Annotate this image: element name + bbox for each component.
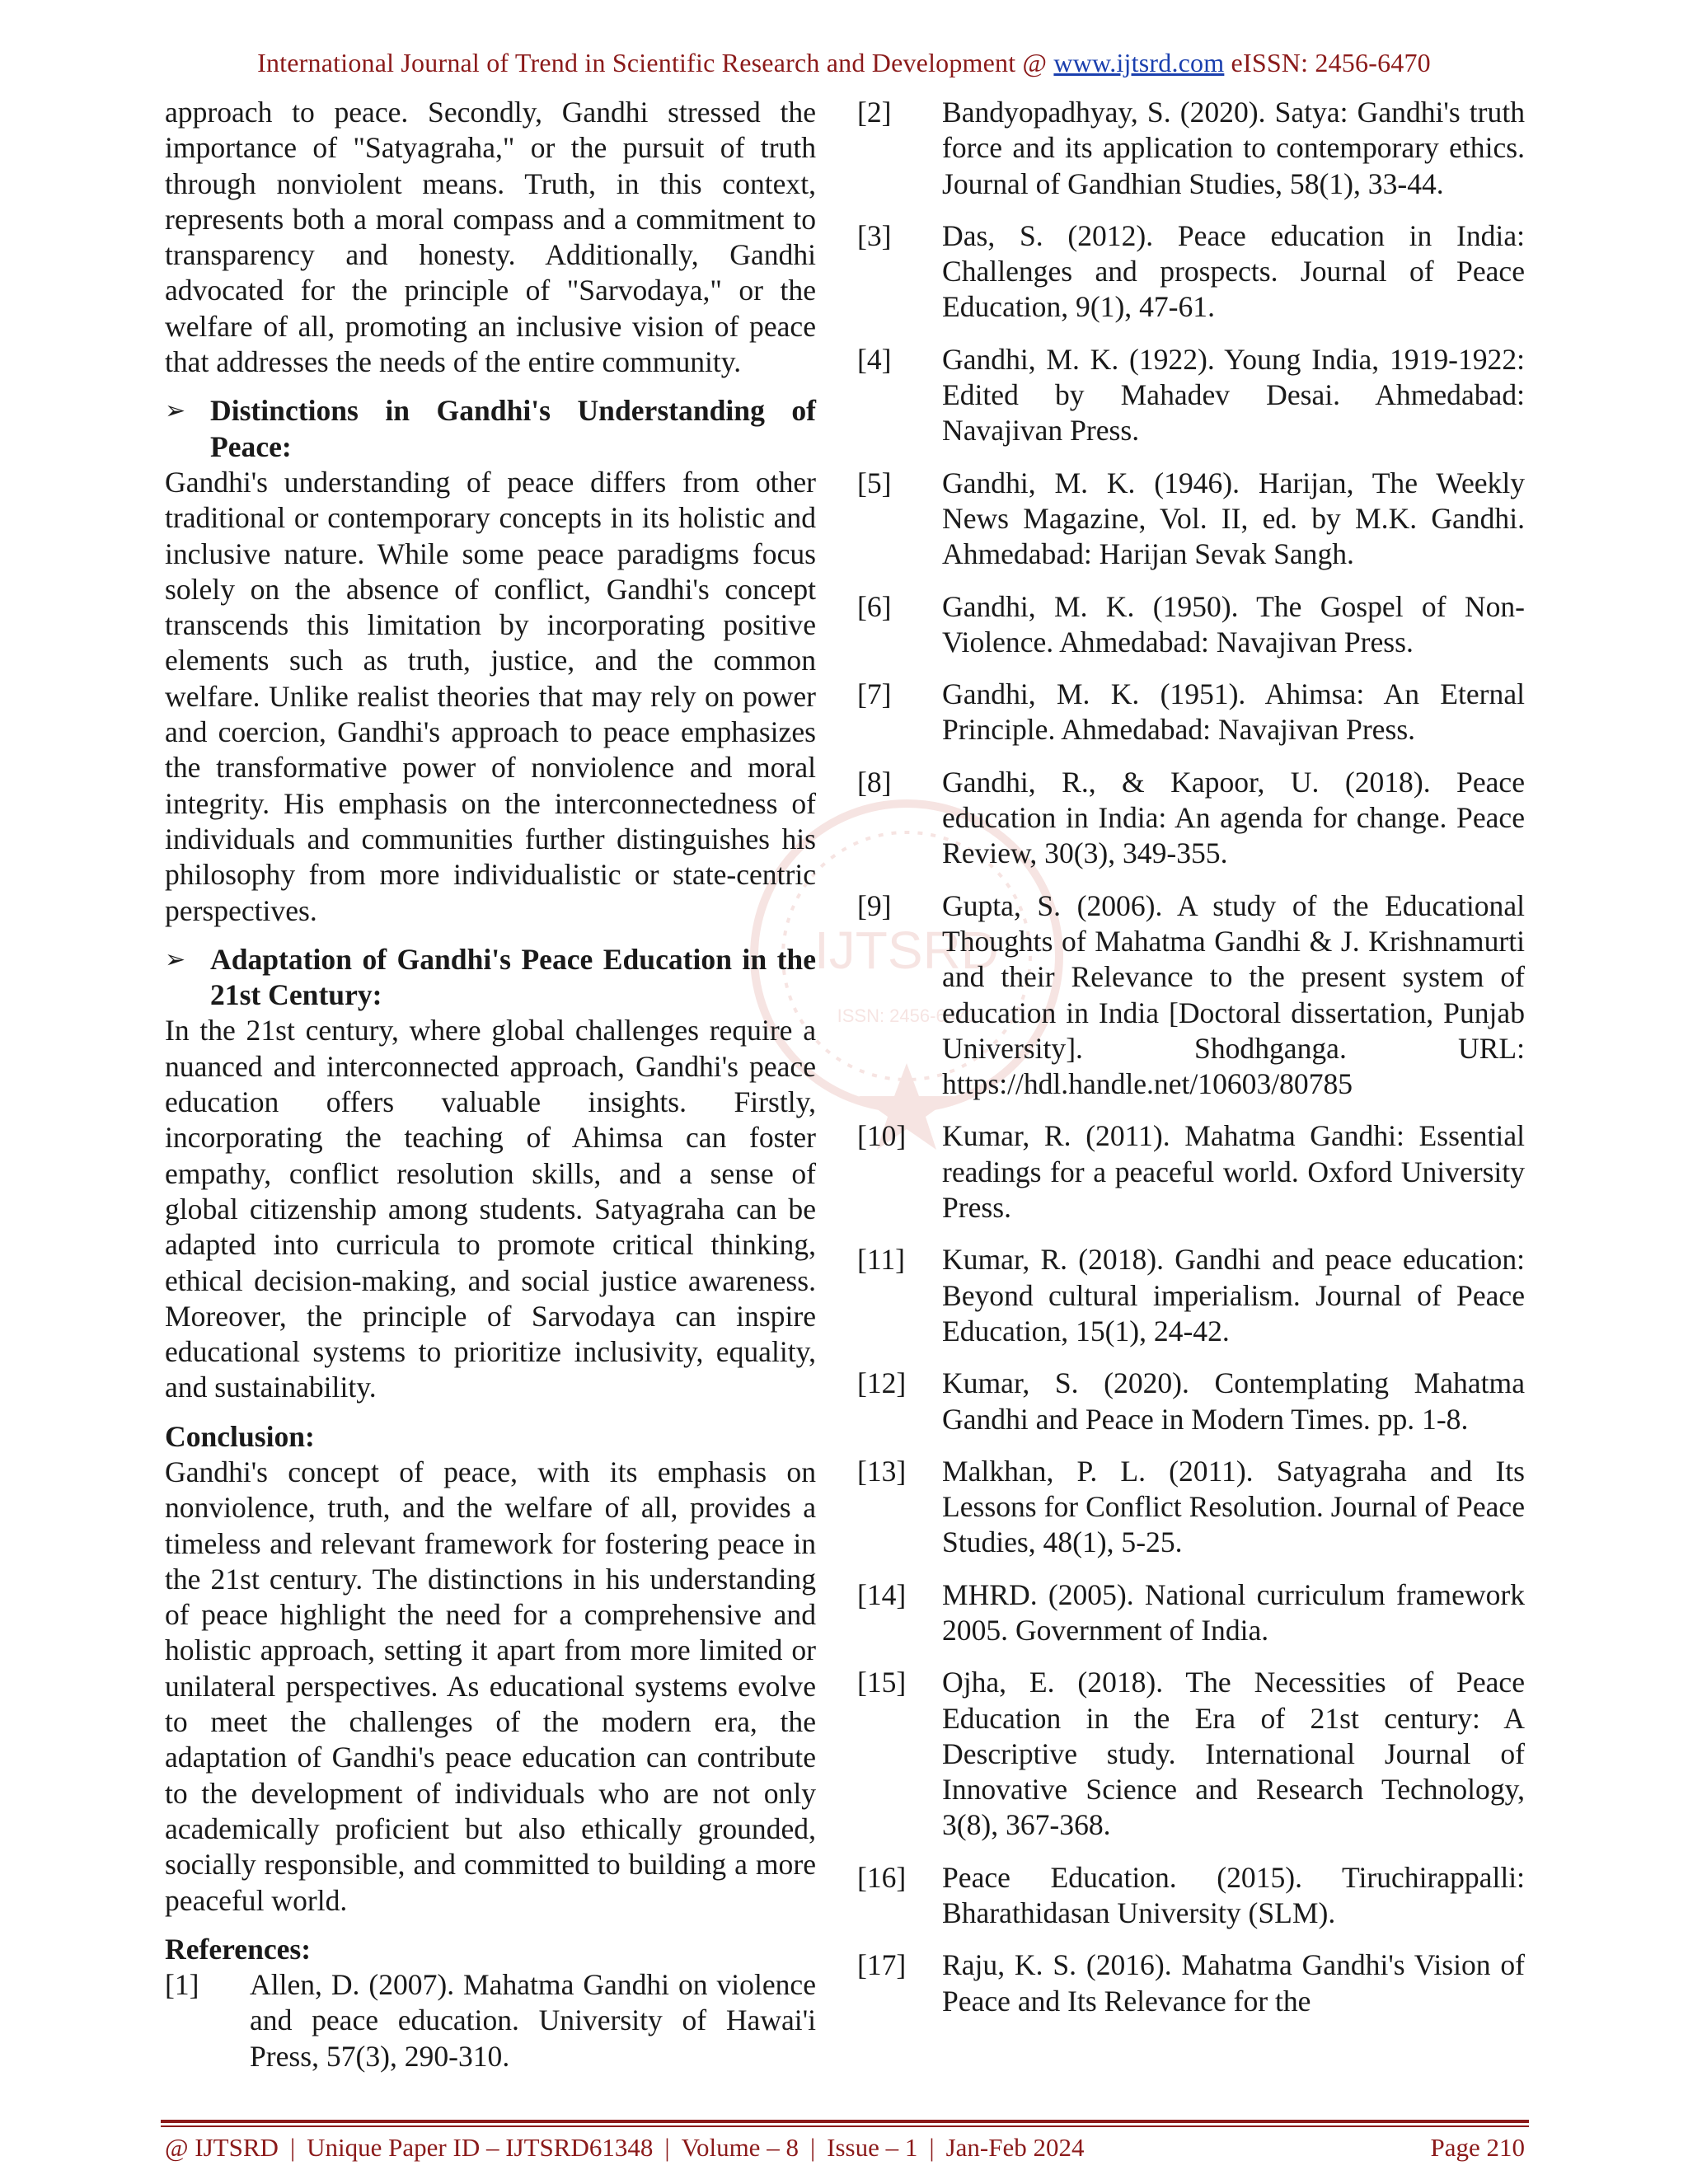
- reference-number: [4]: [857, 342, 892, 376]
- reference-text: Ojha, E. (2018). The Necessities of Peace Education in the Era of 21st century: A Descriptive study. International Journal of Innovative Science and Research Technology, 3(8), 367-368.: [942, 1666, 1525, 1842]
- adaptation-paragraph: In the 21st century, where global challenges require a nuanced and interconnected approach, Gandhi's peace education offers valuable insights. Firstly, incorporating the teaching of Ahimsa can foster empathy, conflict resolution skills, and a sense of global citizenship among students. Satyagraha can be adapted into curricula to promote critical thinking, ethical decision-making, and social justice awareness. Moreover, the principle of Sarvodaya can inspire educational systems to prioritize inclusivity, equality, and sustainability.: [165, 1014, 816, 1404]
- footer-journal: @ IJTSRD: [165, 2133, 279, 2162]
- reference-item: [857, 888, 1525, 1103]
- reference-number: [1]: [165, 1968, 199, 2002]
- reference-item: [857, 95, 1525, 202]
- left-column: [165, 95, 816, 2091]
- footer-separator: |: [289, 2133, 296, 2162]
- reference-text: Raju, K. S. (2016). Mahatma Gandhi's Vision of Peace and Its Relevance for the: [942, 1948, 1525, 2018]
- reference-text: Gandhi, M. K. (1922). Young India, 1919-1922: Edited by Mahadev Desai. Ahmedabad: Navajivan Press.: [942, 342, 1525, 448]
- reference-number: [5]: [857, 466, 892, 499]
- reference-item: [857, 466, 1525, 573]
- reference-number: [14]: [857, 1577, 907, 1611]
- reference-text: Kumar, R. (2018). Gandhi and peace education: Beyond cultural imperialism. Journal of Peace Education, 15(1), 24-42.: [942, 1243, 1525, 1347]
- reference-number: [10]: [857, 1119, 907, 1153]
- reference-number: [2]: [857, 96, 892, 129]
- arrow-bullet-icon: ➢: [165, 945, 186, 973]
- running-footer: [165, 2133, 1525, 2163]
- section-heading-adaptation: [165, 942, 816, 1014]
- reference-text: MHRD. (2005). National curriculum framework 2005. Government of India.: [942, 1577, 1525, 1647]
- reference-number: [8]: [857, 765, 892, 799]
- heading-text: Adaptation of Gandhi's Peace Education in the 21st Century:: [210, 942, 816, 1012]
- reference-number: [3]: [857, 218, 892, 252]
- footer-paper-id: Unique Paper ID – IJTSRD61348: [307, 2133, 654, 2162]
- footer-left: [165, 2133, 1085, 2163]
- footer-date: Jan-Feb 2024: [945, 2133, 1085, 2162]
- header-suffix: eISSN: 2456-6470: [1224, 48, 1431, 77]
- right-column: [857, 95, 1525, 2036]
- reference-text: Gupta, S. (2006). A study of the Educational Thoughts of Mahatma Gandhi & J. Krishnamurti and their Relevance to the present system of education in India [Doctoral dissertation, Punjab University]. Shodhganga. URL: https://hdl.handle.net/10603/80785: [942, 888, 1525, 1101]
- reference-text: Peace Education. (2015). Tiruchirappalli: Bharathidasan University (SLM).: [942, 1860, 1525, 1930]
- intro-paragraph: approach to peace. Secondly, Gandhi stressed the importance of "Satyagraha," or the pursuit of truth through nonviolent means. Truth, in this context, represents both a moral compass and a commitment to transparency and honesty. Additionally, Gandhi advocated for the principle of "Sarvodaya," or the welfare of all, promoting an inclusive vision of peace that addresses the needs of the entire community.: [165, 96, 816, 379]
- reference-item: [165, 1967, 816, 2074]
- footer-issue: Issue – 1: [827, 2133, 918, 2162]
- arrow-bullet-icon: ➢: [165, 397, 186, 425]
- reference-item: [857, 1947, 1525, 2019]
- section-heading-distinctions: [165, 393, 816, 465]
- header-prefix: International Journal of Trend in Scientific Research and Development @: [257, 48, 1054, 77]
- reference-item: [857, 765, 1525, 872]
- footer-volume: Volume – 8: [681, 2133, 799, 2162]
- reference-number: [13]: [857, 1454, 907, 1488]
- journal-link[interactable]: www.ijtsrd.com: [1053, 48, 1225, 77]
- conclusion-title: Conclusion:: [165, 1419, 315, 1453]
- reference-item: [857, 1366, 1525, 1437]
- references-title: References:: [165, 1932, 312, 1966]
- reference-text: Bandyopadhyay, S. (2020). Satya: Gandhi's truth force and its application to contemporary ethics. Journal of Gandhian Studies, 58(1), 33-44.: [942, 96, 1525, 200]
- heading-text: Distinctions in Gandhi's Understanding of Peace:: [210, 394, 816, 463]
- reference-text: Kumar, S. (2020). Contemplating Mahatma Gandhi and Peace in Modern Times. pp. 1-8.: [942, 1366, 1525, 1436]
- distinctions-paragraph: Gandhi's understanding of peace differs from other traditional or contemporary concepts in its holistic and inclusive nature. While some peace paradigms focus solely on the absence of conflict, Gandhi's concept transcends this limitation by incorporating positive elements such as truth, justice, and the common welfare. Unlike realist theories that may rely on power and coercion, Gandhi's approach to peace emphasizes the transformative power of nonviolence and moral integrity. His emphasis on the interconnectedness of individuals and communities further distinguishes his philosophy from more individualistic or state-centric perspectives.: [165, 465, 816, 927]
- reference-text: Gandhi, M. K. (1946). Harijan, The Weekly News Magazine, Vol. II, ed. by M.K. Gandhi. Ahmedabad: Harijan Sevak Sangh.: [942, 466, 1525, 571]
- watermark-center-text: IJTSRD: [814, 921, 999, 980]
- reference-item: [857, 1242, 1525, 1349]
- footer-separator: |: [929, 2133, 935, 2162]
- reference-number: [15]: [857, 1666, 907, 1699]
- reference-text: Malkhan, P. L. (2011). Satyagraha and Its Lessons for Conflict Resolution. Journal of Peace Studies, 48(1), 5-25.: [942, 1454, 1525, 1559]
- footer-divider-thin: [161, 2125, 1529, 2127]
- reference-item: [857, 218, 1525, 326]
- watermark-issn-text: ISSN: 2456-6470: [837, 1005, 977, 1026]
- reference-number: [16]: [857, 1860, 907, 1894]
- reference-text: Allen, D. (2007). Mahatma Gandhi on violence and peace education. University of Hawai'i Press, 57(3), 290-310.: [250, 1968, 816, 2073]
- reference-text: Kumar, R. (2011). Mahatma Gandhi: Essential readings for a peaceful world. Oxford University Press.: [942, 1119, 1525, 1225]
- reference-number: [11]: [857, 1243, 905, 1277]
- reference-number: [17]: [857, 1948, 907, 1982]
- reference-item: [857, 677, 1525, 748]
- reference-text: Gandhi, M. K. (1950). The Gospel of Non-Violence. Ahmedabad: Navajivan Press.: [942, 589, 1525, 658]
- reference-item: [857, 1665, 1525, 1843]
- reference-number: [6]: [857, 589, 892, 623]
- reference-item: [857, 342, 1525, 449]
- reference-text: Gandhi, M. K. (1951). Ahimsa: An Eternal Principle. Ahmedabad: Navajivan Press.: [942, 677, 1525, 747]
- reference-number: [12]: [857, 1366, 907, 1400]
- reference-text: Das, S. (2012). Peace education in India: Challenges and prospects. Journal of Peace Education, 9(1), 47-61.: [942, 218, 1525, 324]
- footer-separator: |: [664, 2133, 670, 2162]
- reference-number: [7]: [857, 677, 892, 711]
- footer-divider: [161, 2120, 1529, 2123]
- conclusion-paragraph: Gandhi's concept of peace, with its emphasis on nonviolence, truth, and the welfare of all, provides a timeless and relevant framework for fostering peace in the 21st century. The distinctions in his understanding of peace highlight the need for a comprehensive and holistic approach, setting it apart from more limited or unilateral perspectives. As educational systems evolve to meet the challenges of the modern era, the adaptation of Gandhi's peace education can contribute to the development of individuals who are not only academically proficient but also ethically grounded, socially responsible, and committed to building a more peaceful world.: [165, 1455, 816, 1917]
- reference-item: [857, 589, 1525, 661]
- running-header: [0, 48, 1688, 78]
- reference-text: Gandhi, R., & Kapoor, U. (2018). Peace education in India: An agenda for change. Peace Review, 30(3), 349-355.: [942, 765, 1525, 870]
- reference-number: [9]: [857, 888, 892, 922]
- reference-item: [857, 1577, 1525, 1649]
- footer-separator: |: [809, 2133, 816, 2162]
- reference-item: [857, 1454, 1525, 1561]
- reference-item: [857, 1118, 1525, 1226]
- reference-item: [857, 1860, 1525, 1932]
- page-number: Page 210: [1430, 2133, 1525, 2162]
